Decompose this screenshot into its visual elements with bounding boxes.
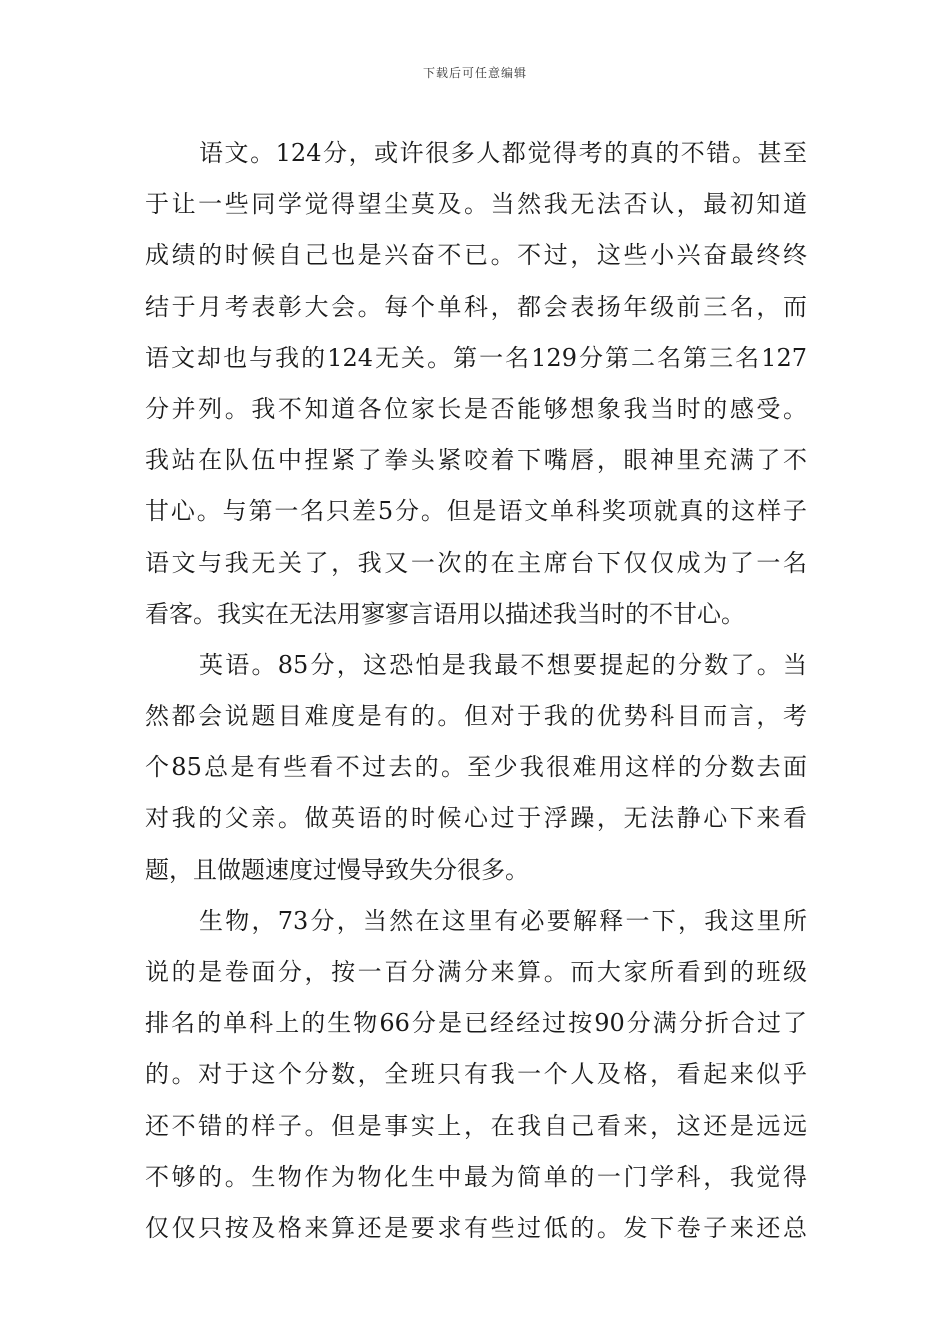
text-line: 不够的。生物作为物化生中最为简单的一门学科，我觉得 (145, 1162, 807, 1191)
text-line: 结于月考表彰大会。每个单科，都会表扬年级前三名，而 (145, 292, 807, 321)
text-line: 仅仅只按及格来算还是要求有些过低的。发下卷子来还总 (145, 1213, 807, 1242)
text-line: 然都会说题目难度是有的。但对于我的优势科目而言，考 (145, 702, 807, 731)
text-line: 看客。我实在无法用寥寥言语用以描述我当时的不甘心。 (145, 599, 745, 628)
text-line: 对我的父亲。做英语的时候心过于浮躁，无法静心下来看 (145, 804, 807, 833)
text-line: 成绩的时候自己也是兴奋不已。不过，这些小兴奋最终终 (145, 241, 807, 270)
text-line: 排名的单科上的生物66分是已经经过按90分满分折合过了 (145, 1009, 807, 1038)
text-line: 我站在队伍中捏紧了拳头紧咬着下嘴唇，眼神里充满了不 (145, 446, 807, 475)
paragraph-first-line: 生物，73分，当然在这里有必要解释一下，我这里所 (199, 906, 807, 935)
text-line: 题，且做题速度过慢导致失分很多。 (145, 855, 529, 884)
text-line: 说的是卷面分，按一百分满分来算。而大家所看到的班级 (145, 958, 807, 986)
document-body (145, 128, 807, 1254)
text-line: 个85总是有些看不过去的。至少我很难用这样的分数去面 (145, 753, 807, 782)
page-header: 下载后可任意编辑 (422, 66, 527, 80)
text-line: 的。对于这个分数，全班只有我一个人及格，看起来似乎 (145, 1060, 807, 1089)
text-line: 语文与我无关了，我又一次的在主席台下仅仅成为了一名 (145, 548, 807, 577)
paragraph-first-line: 英语。85分，这恐怕是我最不想要提起的分数了。当 (199, 650, 807, 679)
text-line: 甘心。与第一名只差5分。但是语文单科奖项就真的这样子 (145, 497, 807, 526)
text-line: 分并列。我不知道各位家长是否能够想象我当时的感受。 (145, 394, 807, 423)
text-line: 语文却也与我的124无关。第一名129分第二名第三名127 (145, 343, 807, 372)
paragraph-first-line: 语文。124分，或许很多人都觉得考的真的不错。甚至 (199, 139, 807, 167)
text-line: 于让一些同学觉得望尘莫及。当然我无法否认，最初知道 (145, 190, 807, 219)
text-line: 还不错的样子。但是事实上，在我自己看来，这还是远远 (145, 1111, 807, 1140)
